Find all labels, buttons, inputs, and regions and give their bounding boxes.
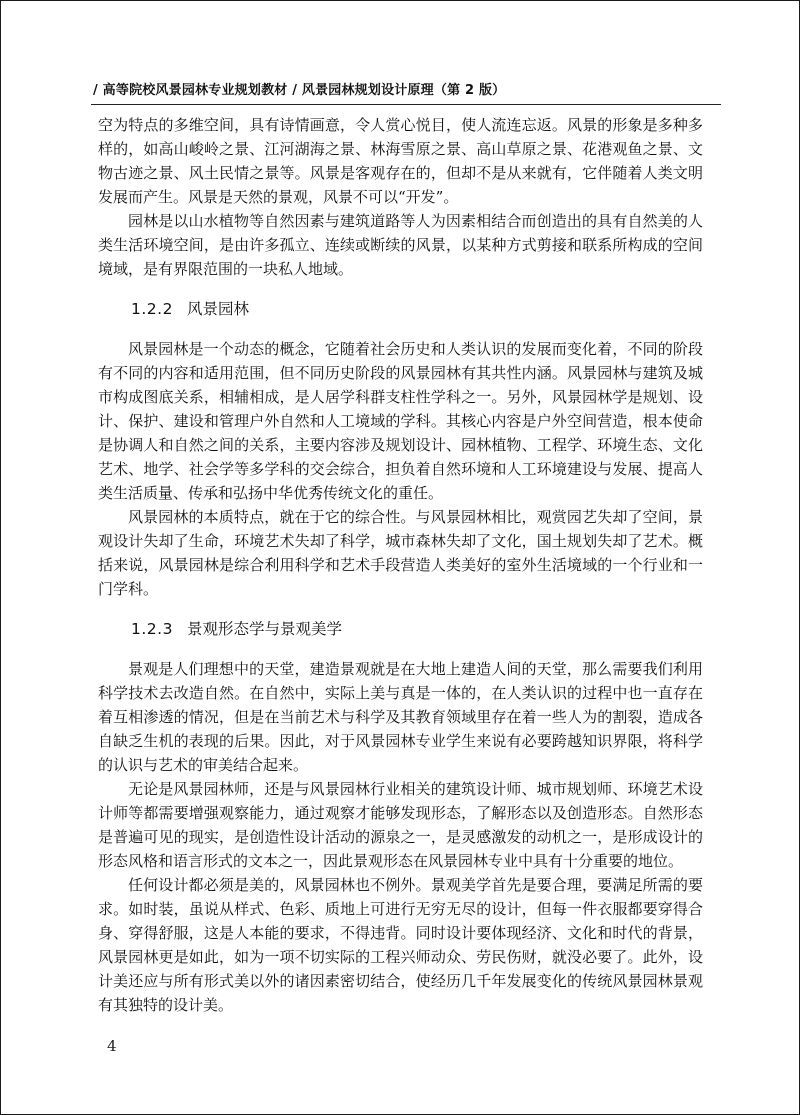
body-text bbox=[98, 113, 703, 1017]
running-head: / 高等院校风景园林专业规划教材 / 风景园林规划设计原理（第 2 版） bbox=[93, 83, 506, 98]
page-number: 4 bbox=[107, 1037, 117, 1055]
section-title: 风景园林 bbox=[186, 300, 249, 318]
paragraph: 园林是以山水植物等自然因素与建筑道路等人为因素相结合而创造出的具有自然美的人类生活环境空间，是由许多孤立、连续或断续的风景，以某种方式剪接和联系所构成的空间境域，是有界限范围的一块私人地域。 bbox=[98, 212, 703, 278]
section-heading-1-2-2 bbox=[98, 281, 703, 337]
section-number: 1.2.3 bbox=[131, 620, 173, 638]
section-title: 景观形态学与景观美学 bbox=[186, 620, 342, 638]
paragraph: 无论是风景园林师，还是与风景园林行业相关的建筑设计师、城市规划师、环境艺术设计师等都需要增强观察能力，通过观察才能够发现形态，了解形态以及创造形态。自然形态是普遍可见的现实，是创造性设计活动的源泉之一，是灵感激发的动机之一，是形成设计的形态风格和语言形式的文本之一，因此景观形态在风景园林专业中具有十分重要的地位。 bbox=[98, 780, 703, 870]
section-number: 1.2.2 bbox=[131, 300, 173, 318]
paragraph: 任何设计都必须是美的，风景园林也不例外。景观美学首先是要合理，要满足所需的要求。如时装，虽说从样式、色彩、质地上可进行无穷无尽的设计，但每一件衣服都要穿得合身、穿得舒服，这是人本能的要求，不得违背。同时设计要体现经济、文化和时代的背景，风景园林更是如此，如为一项不切实际的工程兴师动众、劳民伤财，就没必要了。此外，设计美还应与所有形式美以外的诸因素密切结合，使经历几千年发展变化的传统风景园林景观有其独特的设计美。 bbox=[98, 876, 703, 1014]
header-rule bbox=[91, 104, 721, 105]
paragraph: 空为特点的多维空间，具有诗情画意，令人赏心悦目，使人流连忘返。风景的形象是多种多样的，如高山峻岭之景、江河湖海之景、林海雪原之景、高山草原之景、花港观鱼之景、文物古迹之景、风土民情之景等。风景是客观存在的，但却不是从来就有，它伴随着人类文明发展而产生。风景是天然的景观，风景不可以“开发”。 bbox=[98, 116, 703, 206]
paragraph: 风景园林的本质特点，就在于它的综合性。与风景园林相比，观赏园艺失却了空间，景观设计失却了生命，环境艺术失却了科学，城市森林失却了文化，国土规划失却了艺术。概括来说，风景园林是综合利用科学和艺术手段营造人类美好的室外生活境域的一个行业和一门学科。 bbox=[98, 508, 703, 598]
paragraph: 景观是人们理想中的天堂，建造景观就是在大地上建造人间的天堂，那么需要我们利用科学技术去改造自然。在自然中，实际上美与真是一体的，在人类认识的过程中也一直存在着互相渗透的情况，但是在当前艺术与科学及其教育领域里存在着一些人为的割裂，造成各自缺乏生机的表现的后果。因此，对于风景园林专业学生来说有必要跨越知识界限，将科学的认识与艺术的审美结合起来。 bbox=[98, 660, 703, 774]
paragraph: 风景园林是一个动态的概念，它随着社会历史和人类认识的发展而变化着，不同的阶段有不同的内容和适用范围，但不同历史阶段的风景园林有其共性内涵。风景园林与建筑及城市构成图底关系，相辅相成，是人居学科群支柱性学科之一。另外，风景园林学是规划、设计、保护、建设和管理户外自然和人工境域的学科。其核心内容是户外空间营造，根本使命是协调人和自然之间的关系，主要内容涉及规划设计、园林植物、工程学、环境生态、文化艺术、地学、社会学等多学科的交会综合，担负着自然环境和人工环境建设与发展、提高人类生活质量、传承和弘扬中华优秀传统文化的重任。 bbox=[98, 340, 703, 502]
section-heading-1-2-3 bbox=[98, 601, 703, 657]
